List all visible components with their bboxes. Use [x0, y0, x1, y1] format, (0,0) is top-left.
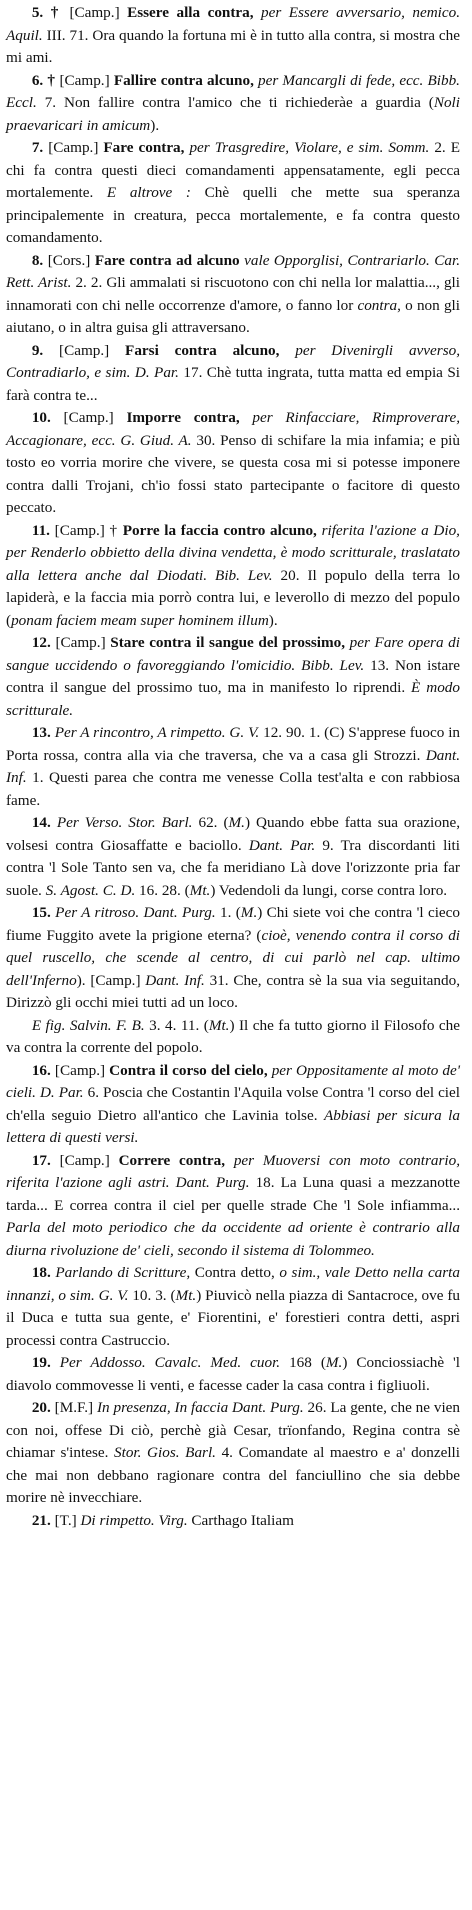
entry-text: ) Conciossiachè 'l diavolo commovesse li venti, e facesse cader la casa contra i figliuoli. — [6, 1354, 461, 1394]
entry-text: ) Il che fa tutto giorno il Filosofo che va contra la corrente del popolo. — [6, 1016, 460, 1056]
italic-text: o sim., vale Detto nella carta innanzi, o sim. G. V. — [6, 1264, 460, 1304]
entry-number: 20. — [31, 1399, 55, 1416]
entry-text: 2. E chi fa contra questi dieci comandamenti appensatamente, egli pecca mortalemente. — [6, 139, 460, 201]
dictionary-entry — [6, 1150, 460, 1263]
entry-number: 6. † — [31, 71, 60, 89]
source-tag: [Camp.] — [59, 341, 126, 359]
entry-text: Carthago Italiam — [191, 1511, 294, 1529]
entry-lemma: Contra il corso del cielo, — [109, 1061, 272, 1079]
italic-text: M. — [240, 904, 258, 921]
entry-number: 12. — [31, 634, 56, 651]
entry-text: 16. 28. ( — [139, 881, 190, 899]
italic-text: Dant. Inf. — [6, 746, 460, 786]
dictionary-entry — [6, 1397, 460, 1510]
entry-lemma: Essere alla contra, — [127, 4, 262, 21]
italic-text: Per Verso. Stor. Barl. — [56, 814, 199, 831]
italic-text: Stor. Gios. Barl. — [114, 1444, 222, 1461]
italic-text: Per A rincontro, A rimpetto. G. V. — [54, 724, 264, 741]
entry-lemma: Fare contra ad alcuno — [94, 251, 245, 269]
source-tag: [Camp.] — [55, 634, 111, 651]
dictionary-entry — [6, 70, 460, 138]
entry-number: 10. — [31, 409, 64, 426]
entry-text: 26. La gente, che ne vien con noi, offese Di ciò, perchè già Cesar, trïonfando, Regina contra sè chiamar s'intese. — [6, 1399, 461, 1461]
dictionary-entry — [6, 632, 460, 722]
dictionary-entry — [6, 812, 460, 902]
entry-lemma: Fare contra, — [103, 139, 190, 156]
dictionary-entry — [6, 1060, 460, 1150]
italic-text: Abbiasi per sicura la lettera di questi versi. — [6, 1106, 460, 1146]
dictionary-entry — [6, 340, 460, 408]
italic-text: Dant. Par. — [248, 836, 323, 854]
entry-number: 7. — [31, 139, 49, 156]
source-tag: [M.F.] — [54, 1399, 97, 1416]
italic-text: cioè, venendo contra il corso di quel ruscello, che scende al centro, di cui parlò nel cap. ultimo dell'Inferno — [6, 926, 461, 989]
entry-text: ) Quando ebbe fatta sua orazione, volsesi contra Giosaffatte e baciollo. — [6, 814, 461, 854]
entry-text: ) Vedendoli da lungi, corse contra loro. — [210, 881, 448, 899]
entry-lemma: Imporre contra, — [126, 409, 253, 426]
italic-text: vale Opporglisi, Contrariarlo. Car. Rett. Arist. — [6, 251, 461, 291]
dictionary-entry — [6, 902, 460, 1015]
entry-text: 3. 4. 11. ( — [149, 1016, 209, 1034]
entry-text: 20. Il populo della terra lo lapiderà, e la faccia mia porrò contra lui, e leverollo di mezzo del populo ( — [6, 566, 460, 629]
entry-text: 10. 3. ( — [132, 1286, 176, 1304]
dictionary-entry — [6, 250, 460, 340]
italic-text: Per Addosso. Cavalc. Med. cuor. — [59, 1354, 290, 1371]
entry-number: 14. — [31, 814, 57, 831]
dictionary-entry — [6, 137, 460, 250]
source-tag: [Camp.] — [59, 1151, 119, 1169]
italic-text: E altrove : — [106, 184, 205, 201]
dictionary-entry — [6, 407, 460, 520]
italic-text: per Essere avversario, nemico. Aquil. — [6, 4, 461, 44]
entry-lemma: Farsi contra alcuno, — [125, 341, 296, 359]
italic-text: S. Agost. C. D. — [45, 881, 140, 899]
entry-text: 1. Questi parea che contra me venesse Colla test'alta e con rabbiosa fame. — [6, 769, 460, 809]
dictionary-entry — [6, 1510, 460, 1530]
italic-text: per Mancargli di fede, ecc. Bibb. Eccl. — [6, 71, 460, 111]
entry-text: ) Chi siete voi che contra 'l cieco fiume Fuggito avete la prigione eterna? ( — [6, 904, 460, 944]
italic-text: per Oppositamente al moto de' cieli. D. Par. — [6, 1061, 460, 1101]
italic-text: Parla del moto periodico che da occidente ad oriente è contrario alla diurna rivoluzione de' cieli, secondo il sistema di Tolommeo. — [6, 1219, 460, 1259]
dictionary-entry — [6, 722, 460, 812]
source-tag: [Camp.] † — [54, 521, 123, 539]
italic-text: È modo scritturale. — [6, 679, 460, 719]
italic-text: per Fare opera di sangue uccidendo o favoreggiando l'omicidio. Bibb. Lev. — [6, 634, 460, 674]
italic-text: Mt. — [208, 1016, 230, 1034]
italic-text: M. — [325, 1354, 343, 1371]
entry-lemma: Correre contra, — [118, 1151, 234, 1169]
entry-text: 7. Non fallire contra l'amico che ti richiederàe a guardia ( — [44, 94, 434, 111]
entry-text: 9. Tra discordanti liti contra 'l Sole Tanto sen va, che fa meridiano Là dove l'orizzonte pria far suole. — [6, 836, 460, 899]
italic-text: per Muoversi con moto contrario, riferita l'azione agli astri. Dant. Purg. — [6, 1151, 460, 1191]
entry-lemma: Fallire contra alcuno, — [113, 71, 259, 89]
italic-text: Dant. Inf. — [145, 971, 210, 989]
entry-text: 6. Poscia che Costantin l'Aquila volse Contra 'l corso del ciel ch'ella seguio Dietro all'antico che Lavinia tolse. — [6, 1084, 460, 1124]
entry-text: 1. ( — [219, 904, 241, 921]
entry-lemma: Porre la faccia contro alcuno, — [122, 521, 322, 539]
entry-text: ). — [150, 116, 160, 134]
entry-text: 13. Non istare contra il sangue del prossimo tuo, ma in manifesto lo riprendi. — [6, 656, 460, 696]
entry-text: Chè quelli che mette sua speranza principalemente in creatura, pecca mortalemente, e fa contra questo comandamento. — [6, 184, 460, 246]
italic-text: ponam faciem meam super hominem illum — [11, 611, 269, 629]
italic-text: Dant. Purg. — [232, 1399, 308, 1416]
italic-text: contra — [357, 296, 398, 314]
entry-text: 62. ( — [198, 814, 229, 831]
entry-text: 18. La Luna quasi a mezzanotte tarda... E correa contra il ciel per quelle strade Che 'l Sole infiamma... — [6, 1174, 460, 1214]
italic-text: E fig. Salvin. F. B. — [31, 1016, 150, 1034]
entry-text: 12. 90. 1. (C) S'apprese fuoco in Porta rossa, contra alla via che traversa, che va a casa gli Strozzi. — [6, 724, 461, 764]
italic-text: In presenza, In faccia — [96, 1399, 233, 1416]
source-tag: [Camp.] — [63, 409, 127, 426]
entry-lemma: Stare contra il sangue del prossimo, — [110, 634, 350, 651]
italic-text: Per A ritroso. Dant. Purg. — [55, 904, 220, 921]
entry-number: 13. — [31, 724, 55, 741]
italic-text: riferita l'azione a Dio, per Renderlo obbietto della divina vendetta, è modo scritturale, traslatato alla lettera anche dal Diodati. Bib. Lev. — [6, 521, 460, 584]
entry-number: 8. — [31, 251, 48, 269]
italic-text: Noli praevaricari in amicum — [6, 94, 460, 134]
entry-number: 15. — [31, 904, 56, 921]
entry-text: III. 71. Ora quando la fortuna mi è in tutto alla contra, si mostra che mi ami. — [6, 26, 461, 66]
entry-number: 19. — [31, 1354, 60, 1371]
entry-text: 2. 2. Gli ammalati si riscuotono con chi nella lor malattia..., gli innamorati con chi nelle occorrenze d'amore, o fanno lor — [6, 274, 460, 314]
entry-number: 21. — [31, 1511, 55, 1529]
italic-text: Mt. — [175, 1286, 197, 1304]
entry-number: 18. — [31, 1264, 56, 1281]
entry-text: 168 ( — [289, 1354, 326, 1371]
italic-text: Mt. — [189, 881, 211, 899]
dictionary-entry — [6, 2, 460, 70]
dictionary-entry — [6, 1262, 460, 1352]
entry-text: 17. Chè tutta ingrata, tutta matta ed empia Si farà contra te... — [6, 364, 460, 404]
entry-text: ) Piuvicò nella piazza di Santacroce, ove fu il Duca e tutta sua gente, e' Fiorentini, e' forestieri contra detti, aspri processi contra Castruccio. — [6, 1286, 460, 1349]
italic-text: Di rimpetto. Virg. — [80, 1511, 192, 1529]
italic-text: per Rinfacciare, Rimproverare, Accagionare, ecc. G. Giud. A. — [6, 409, 460, 449]
entry-text: 31. Che, contra sè la sua via seguitando, Dirizzò gli occhi miei tutti ad un loco. — [6, 971, 460, 1011]
entry-text: ). [Camp.] — [76, 971, 146, 989]
italic-text: Parlando di Scritture, — [55, 1264, 195, 1281]
dictionary-entry — [6, 520, 460, 633]
entry-number: 9. — [31, 341, 60, 359]
dictionary-subentry — [6, 1015, 460, 1060]
italic-text: M. — [228, 814, 245, 831]
entry-text: Contra detto, — [194, 1264, 280, 1281]
dictionary-entry — [6, 1352, 460, 1397]
entry-number: 11. — [31, 521, 55, 539]
entry-number: 5. † — [31, 4, 70, 21]
source-tag: [Camp.] — [59, 71, 114, 89]
entry-number: 17. — [31, 1151, 60, 1169]
source-tag: [Camp.] — [69, 4, 128, 21]
source-tag: [Camp.] — [48, 139, 104, 156]
entry-number: 16. — [31, 1061, 55, 1079]
entry-text: , o non gli aiutano, o in altra guisa gli attraversano. — [6, 296, 460, 336]
entry-text: 30. Penso di schifare la mia infamia; e più tosto eo vorria morire che vivere, se questa cosa mi si potesse imponere contra dalli Trojani, ch'io fossi stato partecipante o facitore di questo peccato. — [6, 431, 460, 516]
entry-text: ). — [268, 611, 278, 629]
source-tag: [Camp.] — [54, 1061, 110, 1079]
italic-text: per Divenirgli avverso, Contradiarlo, e sim. D. Par. — [6, 341, 460, 381]
entry-text: 4. Comandate al maestro e a' donzelli che mai non debbano ragionare contra del fanciullino che sia debbe morire nè invecchiare. — [6, 1444, 460, 1506]
source-tag: [Cors.] — [47, 251, 95, 269]
italic-text: per Trasgredire, Violare, e sim. Somm. — [189, 139, 435, 156]
source-tag: [T.] — [54, 1511, 81, 1529]
